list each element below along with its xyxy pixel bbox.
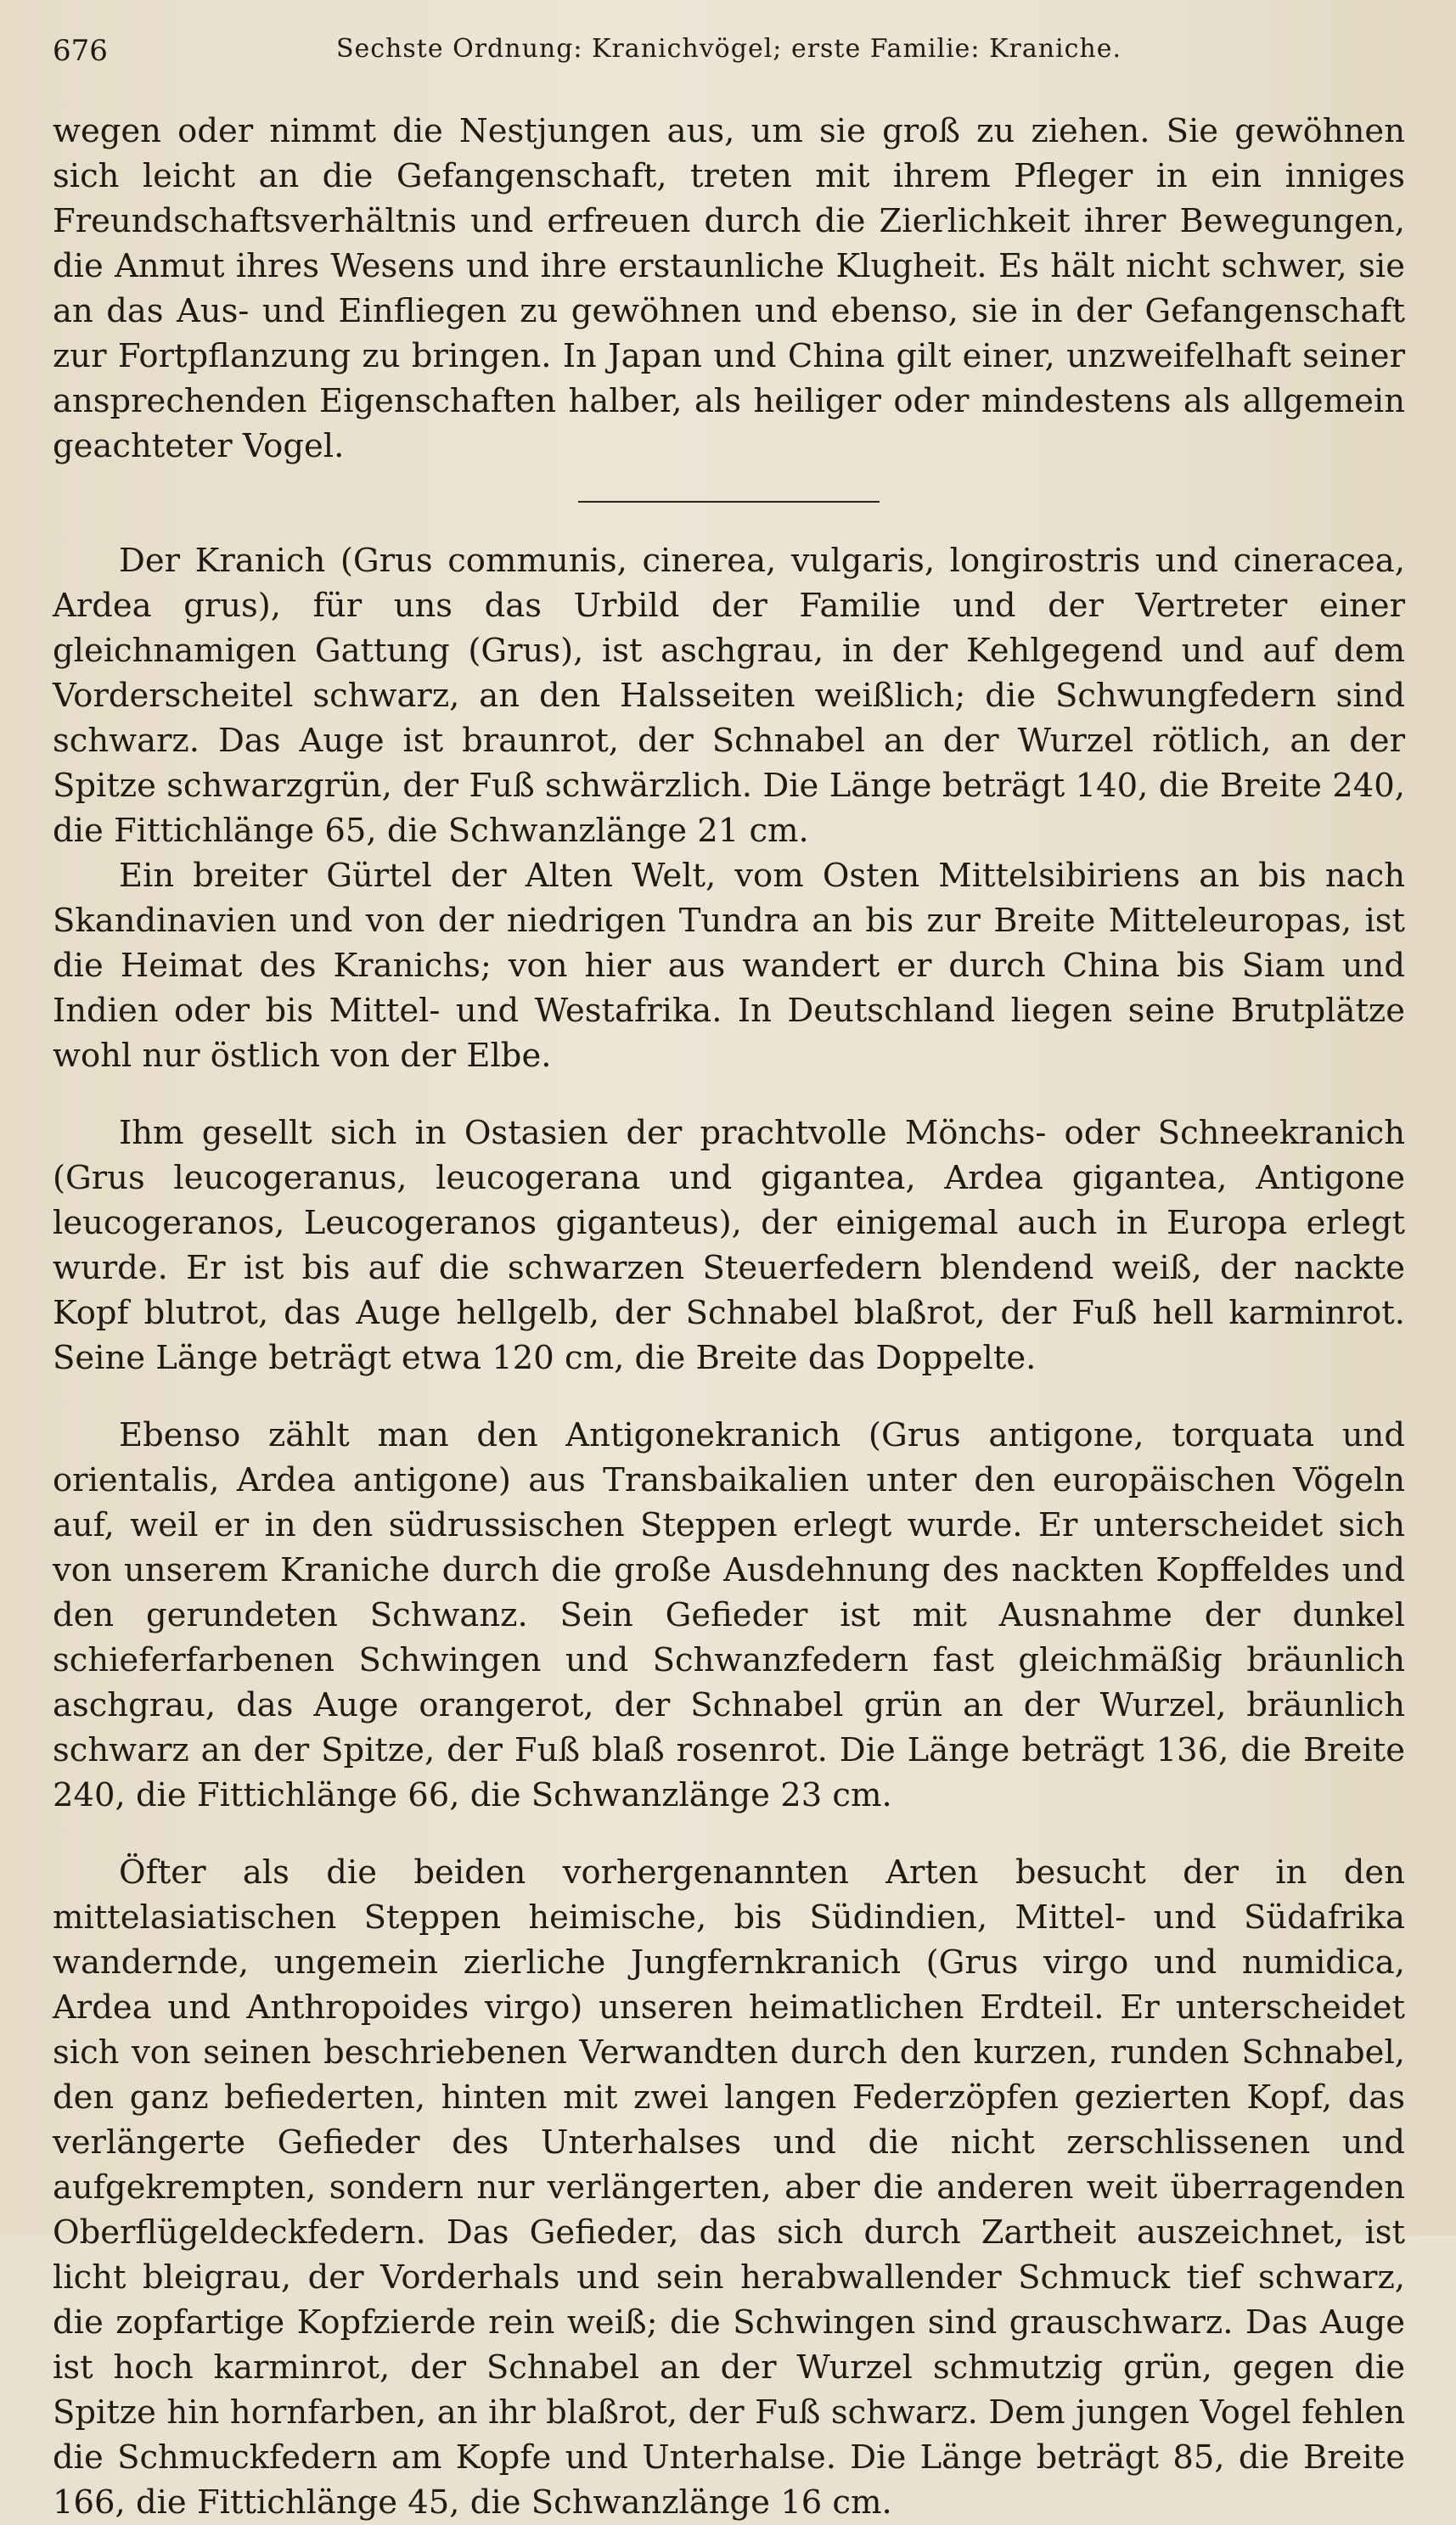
paragraph-antigonekranich: Ebenso zählt man den Antigonekranich (Grus antigone, torquata und orientalis, Ardea antigone) aus Transbaikalien unter den europäischen Vögeln auf, weil er in den südrussischen Steppen erlegt wurde. Er unterscheidet sich von unserem Kraniche durch die große Ausdehnung des nackten Kopffeldes und den gerundeten Schwanz. Sein Gefieder ist mit Ausnahme der dunkel schieferfarbenen Schwingen und Schwanzfedern fast gleichmäßig bräunlich aschgrau, das Auge orangerot, der Schnabel grün an der Wurzel, bräunlich schwarz an der Spitze, der Fuß blaß rosenrot. Die Länge beträgt 136, die Breite 240, die Fittichlänge 66, die Schwanzlänge 23 cm.: [53, 1416, 1405, 1814]
paragraph-continuation: wegen oder nimmt die Nestjungen aus, um sie groß zu ziehen. Sie gewöhnen sich leicht an die Gefangenschaft, treten mit ihrem Pfleger in ein inniges Freundschaftsverhältnis und erfreuen durch die Zierlichkeit ihrer Bewegungen, die Anmut ihres Wesens und ihre erstaunliche Klugheit. Es hält nicht schwer, sie an das Aus- und Einfliegen zu gewöhnen und ebenso, sie in der Gefangenschaft zur Fortpflanzung zu bringen. In Japan und China gilt einer, unzweifelhaft seiner ansprechenden Eigenschaften halber, als heiliger oder mindestens als allgemein geachteter Vogel.: [53, 112, 1405, 465]
page-number: 676: [53, 34, 108, 68]
paragraph-kranich-range: Ein breiter Gürtel der Alten Welt, vom Osten Mittelsibiriens an bis nach Skandinavien und von der niedrigen Tundra an bis zur Breite Mitteleuropas, ist die Heimat des Kranichs; von hier aus wandert er durch China bis Siam und Indien oder bis Mittel- und Westafrika. In Deutschland liegen seine Brutplätze wohl nur östlich von der Elbe.: [53, 857, 1405, 1075]
paragraph-jungfernkranich: Öfter als die beiden vorhergenannten Arten besucht der in den mittelasiatischen Steppen heimische, bis Südindien, Mittel- und Südafrika wandernde, ungemein zierliche Jungfernkranich (Grus virgo und numidica, Ardea und Anthropoides virgo) unseren heimatlichen Erdteil. Er unterscheidet sich von seinen beschriebenen Verwandten durch den kurzen, runden Schnabel, den ganz befiederten, hinten mit zwei langen Federzöpfen gezierten Kopf, das verlängerte Gefieder des Unterhalses und die nicht zerschlissenen und aufgekrempten, sondern nur verlängerten, aber die anderen weit überragenden Oberflügeldeckfedern. Das Gefieder, das sich durch Zartheit auszeichnet, ist licht bleigrau, der Vorderhals und sein herabwallender Schmuck tief schwarz, die zopfartige Kopfzierde rein weiß; die Schwingen sind grauschwarz. Das Auge ist hoch karminrot, der Schnabel an der Wurzel schmutzig grün, gegen die Spitze hin hornfarben, an ihr blaßrot, der Fuß schwarz. Dem jungen Vogel fehlen die Schmuckfedern am Kopfe und Unterhalse. Die Länge beträgt 85, die Breite 166, die Fittichlänge 45, die Schwanzlänge 16 cm.: [53, 1853, 1405, 2522]
paragraph-kranich-description: Der Kranich (Grus communis, cinerea, vulgaris, longirostris und cineracea, Ardea grus), für uns das Urbild der Familie und der Vertreter einer gleichnamigen Gattung (Grus), ist aschgrau, in der Kehlgegend und auf dem Vorderscheitel schwarz, an den Halsseiten weißlich; die Schwungfedern sind schwarz. Das Auge ist braunrot, der Schnabel an der Wurzel rötlich, an der Spitze schwarzgrün, der Fuß schwärzlich. Die Länge beträgt 140, die Breite 240, die Fittichlänge 65, die Schwanzlänge 21 cm.: [53, 542, 1405, 850]
running-head: [53, 34, 1405, 93]
paragraph-schneekranich: Ihm gesellt sich in Ostasien der prachtvolle Mönchs- oder Schneekranich (Grus leucogeranus, leucogerana und gigantea, Ardea gigantea, Antigone leucogeranos, Leucogeranos giganteus), der einigemal auch in Europa erlegt wurde. Er ist bis auf die schwarzen Steuerfedern blendend weiß, der nackte Kopf blutrot, das Auge hellgelb, der Schnabel blaßrot, der Fuß hell karminrot. Seine Länge beträgt etwa 120 cm, die Breite das Doppelte.: [53, 1114, 1405, 1377]
running-title: Sechste Ordnung: Kranichvögel; erste Familie: Kraniche.: [335, 34, 1122, 64]
body-text: [53, 109, 1405, 2525]
section-divider: [578, 501, 880, 503]
